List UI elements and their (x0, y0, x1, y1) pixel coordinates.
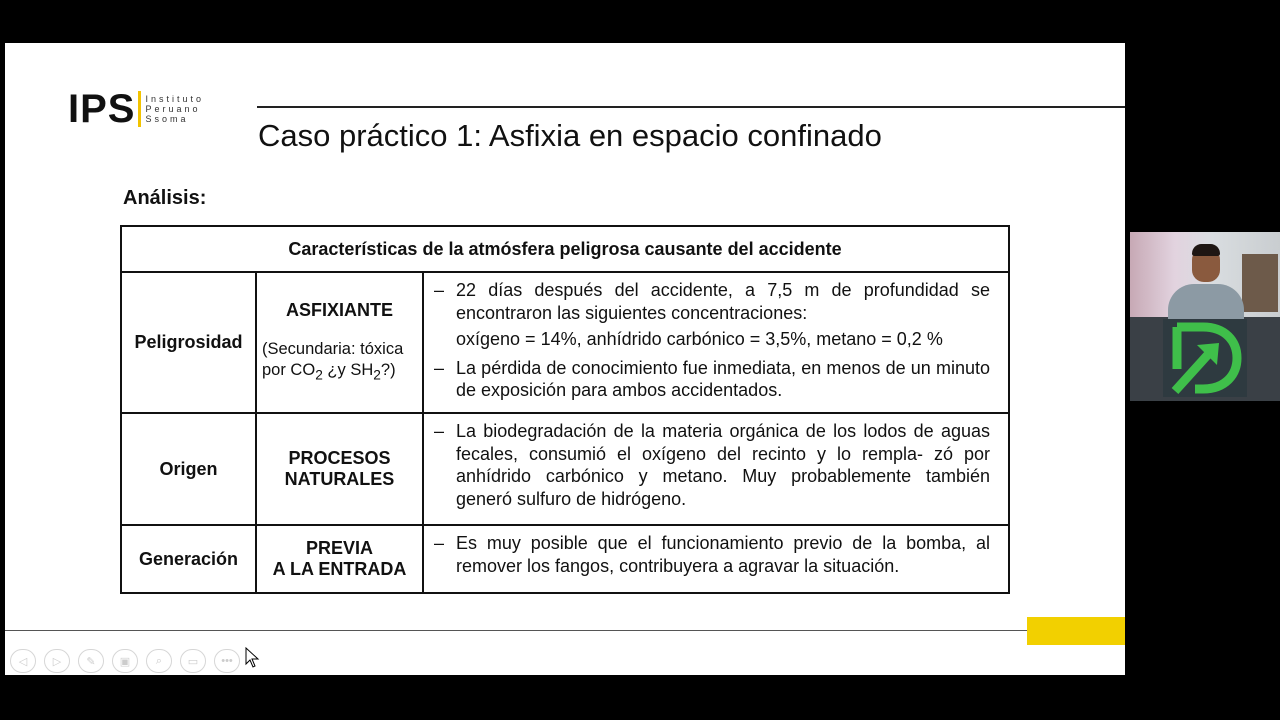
subtitles-button[interactable]: ▭ (180, 649, 206, 673)
type-cell: PROCESOS NATURALES (256, 413, 423, 525)
ips-logo (68, 89, 204, 129)
mouse-cursor-icon (245, 647, 261, 669)
category-cell: Generación (121, 525, 256, 593)
description-cell (423, 525, 1009, 593)
accent-block (1027, 617, 1125, 645)
table-row (121, 413, 1009, 525)
presenter-body (1168, 284, 1244, 324)
description-cell (423, 272, 1009, 413)
slideshow-controls (10, 649, 240, 673)
table-row (121, 272, 1009, 413)
list-item: – La biodegradación de la materia orgánica de los lodos de aguas fecales, consumió el oxígeno del recinto y lo rempla- zó por anhídrido carbónico y metano. Muy probablemente también generó sulfuro de hidrógeno. (434, 421, 990, 509)
see-all-slides-button[interactable]: ▣ (112, 649, 138, 673)
description-cell (423, 413, 1009, 525)
type-label: ASFIXIANTE (285, 299, 393, 320)
table-row (121, 525, 1009, 593)
zoom-button[interactable]: ⌕ (146, 649, 172, 673)
logo-mark: IPS (68, 87, 136, 131)
webcam-logo-panel (1163, 319, 1247, 397)
list-item: oxígeno = 14%, anhídrido carbónico = 3,5%, metano = 0,2 % (456, 329, 943, 349)
list-item: – Es muy posible que el funcionamiento previo de la bomba, al remover los fangos, contribuyera a agravar la situación. (434, 533, 990, 576)
webcam-video (1130, 232, 1280, 317)
title-rule (257, 106, 1125, 108)
green-d-logo-icon (1163, 319, 1247, 397)
pen-tool-button[interactable]: ✎ (78, 649, 104, 673)
category-cell: Origen (121, 413, 256, 525)
previous-slide-button[interactable]: ◁ (10, 649, 36, 673)
more-options-button[interactable]: ••• (214, 649, 240, 673)
list-item: – 22 días después del accidente, a 7,5 m de profundidad se encontraron las siguientes concentraciones: (434, 280, 990, 323)
category-cell: Peligrosidad (121, 272, 256, 413)
footer-rule (5, 630, 1125, 631)
logo-subtitle: Instituto Peruano Ssoma (145, 94, 205, 124)
hazard-table (120, 225, 1010, 594)
type-cell (256, 272, 423, 413)
logo-divider (138, 91, 141, 127)
webcam-panel (1130, 232, 1280, 401)
slide-title: Caso práctico 1: Asfixia en espacio confinado (258, 118, 882, 153)
type-note: (Secundaria: tóxica por $CO_2$ ¿y $SH_2$?) (262, 339, 404, 383)
type-cell: PREVIA A LA ENTRADA (256, 525, 423, 593)
table-header: Características de la atmósfera peligrosa causante del accidente (121, 226, 1009, 272)
analysis-heading: Análisis: (123, 187, 207, 209)
list-item: – La pérdida de conocimiento fue inmediata, en menos de un minuto de exposición para ambos accidentados. (434, 357, 990, 400)
next-slide-button[interactable]: ▷ (44, 649, 70, 673)
bookshelf (1242, 254, 1278, 312)
presentation-slide (5, 43, 1125, 675)
